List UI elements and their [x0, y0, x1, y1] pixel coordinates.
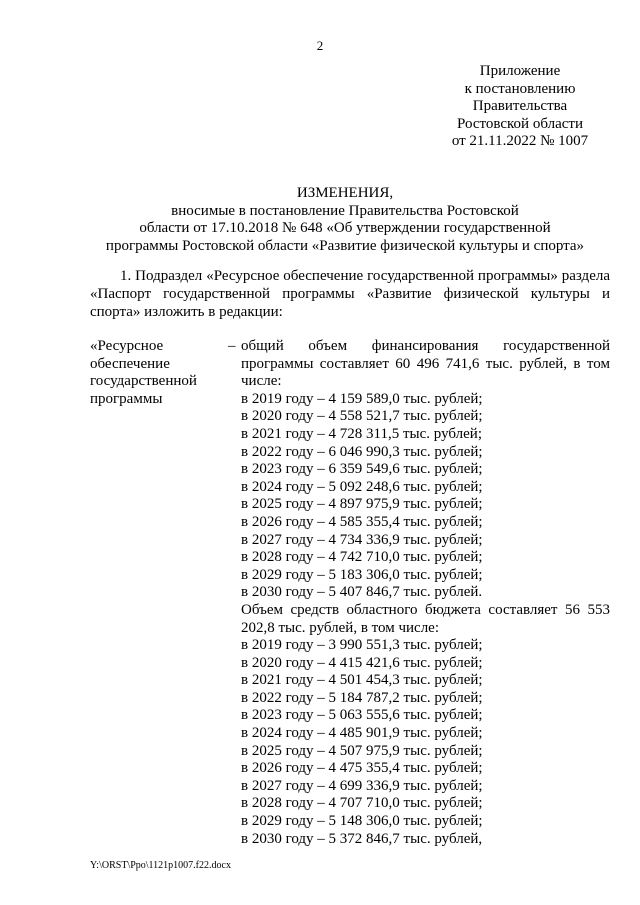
list-item: в 2024 году – 5 092 248,6 тыс. рублей;	[241, 478, 483, 495]
document-title	[90, 185, 600, 255]
resource-label	[90, 338, 225, 408]
list-item: в 2020 году – 4 415 421,6 тыс. рублей;	[241, 654, 483, 671]
list-item: в 2021 году – 4 501 454,3 тыс. рублей;	[241, 672, 483, 689]
resource-label-line: обеспечение	[90, 355, 170, 372]
list-item: в 2028 году – 4 742 710,0 тыс. рублей;	[241, 549, 483, 566]
list-item: в 2028 году – 4 707 710,0 тыс. рублей;	[241, 795, 483, 812]
resource-label-line: программы	[90, 390, 163, 407]
intro-paragraph: 1. Подраздел «Ресурсное обеспечение государственной программы» раздела «Паспорт государственной программы «Развитие физической культуры и спорта» изложить в редакции:	[90, 268, 610, 320]
regional-budget-text: Объем средств областного бюджета составляет 56 553 202,8 тыс. рублей, в том числе:	[241, 601, 610, 636]
appendix-header	[440, 63, 600, 151]
list-item: в 2027 году – 4 699 336,9 тыс. рублей;	[241, 777, 483, 794]
list-item: в 2022 году – 5 184 787,2 тыс. рублей;	[241, 689, 483, 706]
list-item: в 2025 году – 4 897 975,9 тыс. рублей;	[241, 496, 483, 513]
resource-label-line: государственной	[90, 373, 197, 390]
list-item: в 2021 году – 4 728 311,5 тыс. рублей;	[241, 425, 482, 442]
list-item: в 2025 году – 4 507 975,9 тыс. рублей;	[241, 742, 483, 759]
appendix-line: к постановлению	[464, 80, 576, 97]
page-number: 2	[316, 38, 324, 53]
list-item: в 2030 году – 5 407 846,7 тыс. рублей.	[241, 584, 483, 601]
list-item: в 2026 году – 4 475 355,4 тыс. рублей;	[241, 760, 483, 777]
list-item: в 2020 году – 4 558 521,7 тыс. рублей;	[241, 408, 483, 425]
list-item: в 2027 году – 4 734 336,9 тыс. рублей;	[241, 531, 483, 548]
list-item: в 2019 году – 4 159 589,0 тыс. рублей;	[241, 390, 483, 407]
appendix-line: Приложение	[479, 63, 561, 79]
appendix-line: Ростовской области	[457, 115, 583, 132]
list-item: в 2023 году – 5 063 555,6 тыс. рублей;	[241, 707, 483, 724]
list-item: в 2030 году – 5 372 846,7 тыс. рублей,	[241, 830, 483, 847]
resource-dash: –	[228, 338, 236, 354]
list-item: в 2029 году – 5 183 306,0 тыс. рублей;	[241, 566, 483, 583]
title-line: области от 17.10.2018 № 648 «Об утверждении государственной	[139, 220, 551, 236]
title-line: программы Ростовской области «Развитие физической культуры и спорта»	[105, 237, 585, 254]
title-line: вносимые в постановление Правительства Ростовской	[171, 202, 519, 219]
list-item: в 2022 году – 6 046 990,3 тыс. рублей;	[241, 443, 483, 460]
list-item: в 2023 году – 6 359 549,6 тыс. рублей;	[241, 461, 483, 478]
appendix-line: Правительства	[472, 98, 568, 114]
list-item: в 2026 году – 4 585 355,4 тыс. рублей;	[241, 513, 483, 530]
total-by-year-list	[241, 391, 610, 602]
title-heading: ИЗМЕНЕНИЯ,	[296, 185, 394, 201]
list-item: в 2029 году – 5 148 306,0 тыс. рублей;	[241, 813, 483, 830]
resource-label-line: «Ресурсное	[90, 338, 164, 354]
list-item: в 2019 году – 3 990 551,3 тыс. рублей;	[241, 637, 483, 654]
list-item: в 2024 году – 4 485 901,9 тыс. рублей;	[241, 725, 483, 742]
regional-by-year-list	[241, 637, 610, 848]
resource-content	[241, 338, 610, 848]
appendix-line: от 21.11.2022 № 1007	[451, 133, 589, 149]
total-funding-text: общий объем финансирования государственной программы составляет 60 496 741,6 тыс. рублей, в том числе:	[241, 338, 610, 390]
file-path-footer: Y:\ORST\Ppo\1121p1007.f22.docx	[90, 860, 231, 871]
